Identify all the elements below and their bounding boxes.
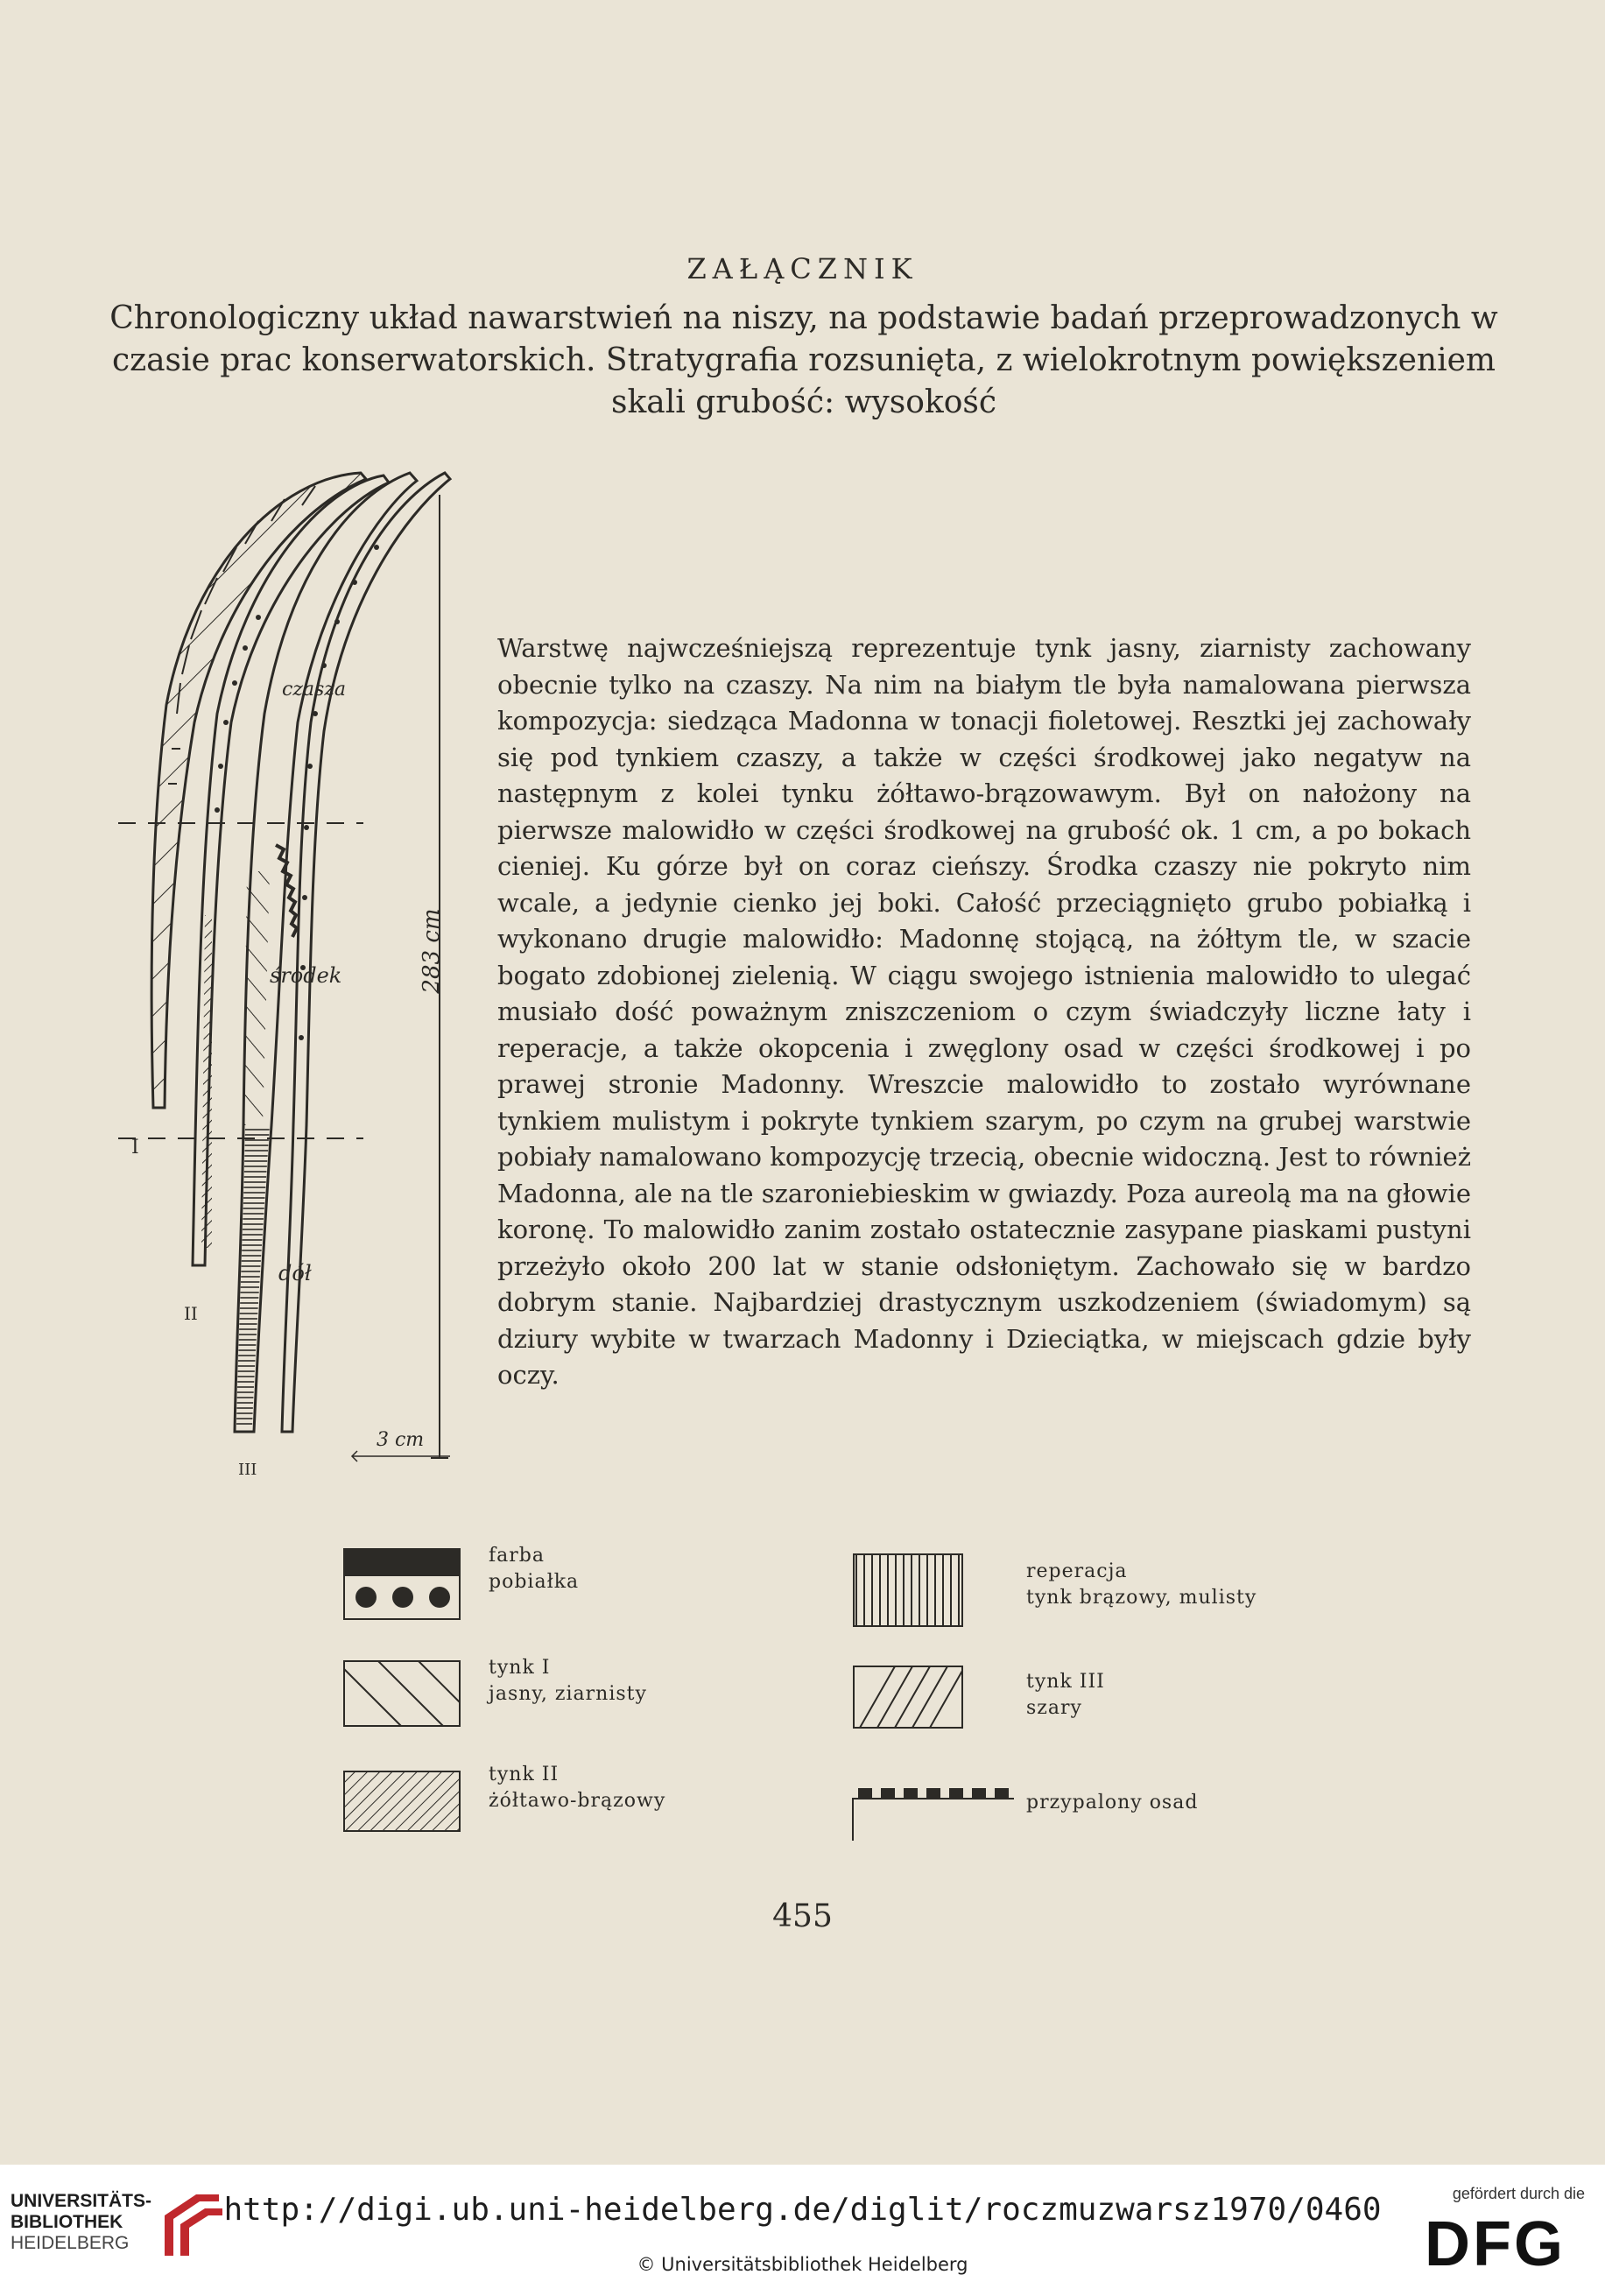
appendix-heading: ZAŁĄCZNIK (686, 252, 919, 285)
body-paragraph: Warstwę najwcześniejszą reprezentuje tynk jasny, ziarnisty zachowany obecnie tylko na czaszy. Na nim na białym tle była namalowana pierwsza kompozycja: siedząca Madonna w tonacji fioletowej. Resztki jej zachowały się pod tynkiem czaszy, a także w części środkowej jako negatyw na następnym z kolei tynku żółtawo-brązowawym. Był on nałożony na pierwsze malowidło w części środkowej na grubość ok. 1 cm, a po bokach cieniej. Ku górze był on coraz cieńszy. Środka czaszy nie pokryto nim wcale, a jedynie cienko jej boki. Całość przeciągnięto grubo pobiałką i wykonano drugie malowidło: Madonnę stojącą, na żółtym tle, w szacie bogato zdobionej zielenią. W ciągu swojego istnienia malowidło to ulegać musiało dość poważnym zniszczeniom o czym świadczyły liczne łaty i reperacje, a także okopcenia i zwęglony osad w części środkowej i po prawej stronie Madonny. Wreszcie malowidło to zostało wyrównane tynkiem mulistym i pokryte tynkiem szarym, po czym na grubej warstwie pobiały namalowano kompozycję trzecią, obecnie widoczną. Jest to również Madonna, ale na tle szaroniebieskim w gwiazdy. Poza aureolą ma na głowie koronę. To malowidło zanim zostało ostatecznie zasypane piaskami pustyni przeżyło około 200 lat w stanie odsłoniętym. Zachowało się w bardzo dobrym stanie. Najbardziej drastycznym uszkodzeniem (świadomym) są dziury wybite w twarzach Madonny i Dzieciątka, w miejscach gdzie były oczy. (497, 633, 1471, 1390)
height-label: 283 cm (419, 908, 445, 994)
funder-text: gefördert durch die (1452, 2185, 1585, 2202)
legend-swatch-tynk2 (343, 1771, 461, 1832)
legend-text-tynk2: tynk II (489, 1764, 560, 1785)
legend-swatch-osad (849, 1785, 1016, 1841)
footer-bar (0, 2165, 1605, 2296)
legend-text-pobialka: pobiałka (489, 1571, 580, 1593)
legend-swatch-tynk1 (343, 1660, 461, 1727)
legend-swatch-reperacja (853, 1553, 963, 1627)
library-name-line1: UNIVERSITÄTS- (11, 2191, 152, 2211)
legend-text-farba: farba (489, 1545, 545, 1567)
legend-text-reperacja-desc: tynk brązowy, mulisty (1026, 1587, 1257, 1609)
layer-label-II: II (184, 1303, 198, 1324)
legend-text-tynk2-desc: żółtawo-brązowy (489, 1790, 666, 1812)
legend-label-farba (489, 1543, 579, 1595)
legend-text-tynk3: tynk III (1026, 1671, 1105, 1693)
library-name-line3: HEIDELBERG (11, 2233, 130, 2253)
legend-text-osad: przypalony osad (1026, 1792, 1199, 1814)
legend-label-reperacja (1026, 1559, 1257, 1611)
legend-text-tynk1: tynk I (489, 1657, 551, 1679)
width-label: 3 cm (377, 1429, 425, 1451)
dfg-logo: DFG (1425, 2209, 1566, 2279)
footer-copyright: © Universitätsbibliothek Heidelberg (637, 2254, 968, 2275)
legend-text-reperacja: reperacja (1026, 1560, 1128, 1582)
zone-label-czasza: czasza (282, 679, 347, 701)
legend-label-osad (1026, 1790, 1198, 1816)
width-dimension (352, 1451, 450, 1461)
library-name-line2: BIBLIOTHEK (11, 2212, 123, 2232)
figure-caption: Chronologiczny układ nawarstwień na niszy, na podstawie badań przeprowadzonych w czasie prac konserwatorskich. Stratygrafia rozsunięta, z wielokrotnym powiększeniem skali grubość: wysokość (109, 300, 1498, 420)
zone-label-srodek: środek (270, 963, 342, 988)
legend-text-tynk1-desc: jasny, ziarnisty (489, 1683, 647, 1705)
page-number: 455 (772, 1898, 833, 1934)
footer-url-link[interactable]: http://digi.ub.uni-heidelberg.de/diglit/roczmuzwarsz1970/0460 (223, 2192, 1382, 2228)
legend-label-tynk2 (489, 1762, 665, 1814)
legend-text-tynk3-desc: szary (1026, 1697, 1082, 1719)
layer-label-III: III (238, 1461, 257, 1479)
legend-swatch-farba (343, 1548, 461, 1620)
legend-label-tynk1 (489, 1655, 647, 1708)
zone-label-dol: dół (278, 1261, 312, 1285)
legend-label-tynk3 (1026, 1669, 1105, 1722)
layer-label-I: I (131, 1137, 139, 1159)
legend-swatch-tynk3 (853, 1666, 963, 1729)
body-text (497, 630, 1471, 1394)
